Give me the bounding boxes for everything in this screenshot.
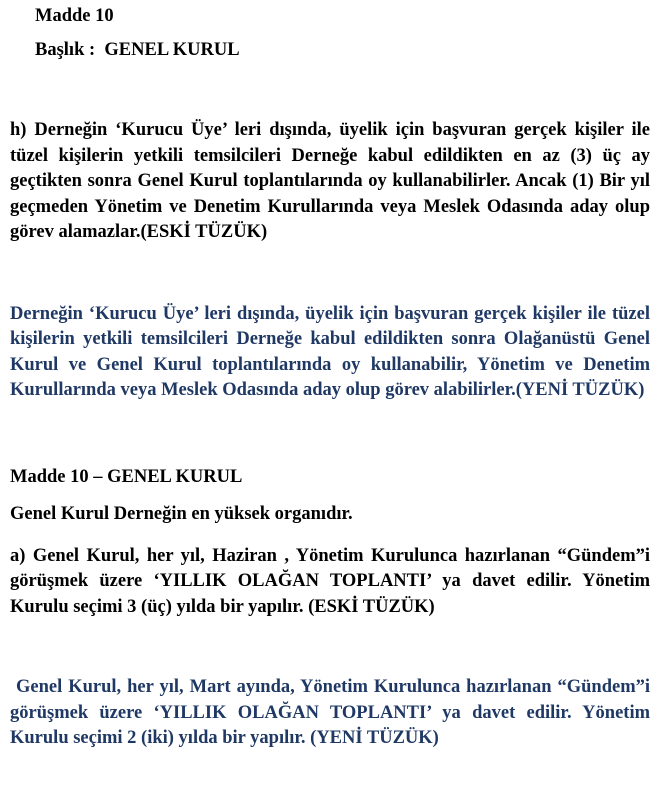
general-assembly-statement: Genel Kurul Derneğin en yüksek organıdır. [10, 504, 353, 524]
article-subheading: Madde 10 – GENEL KURUL [10, 466, 243, 487]
article-number-heading: Madde 10 [35, 6, 114, 26]
new-bylaw-clause-h: Derneğin ‘Kurucu Üye’ leri dışında, üyelik için başvuran gerçek kişiler ile tüzel kişilerin yetkili temsilcileri Derneğe kabul edildikten sonra Olağanüstü Genel Kurul ve Genel Kurul toplantılarında oy kullanabilir, Yönetim ve Denetim Kurullarında veya Meslek Odasında aday olup görev alabilirler.(YENİ TÜZÜK) [10, 303, 655, 400]
article-title-heading: Başlık : GENEL KURUL [35, 39, 240, 60]
new-bylaw-clause-a: Genel Kurul, her yıl, Mart ayında, Yönetim Kurulunca hazırlanan “Gündem”i görüşmek üzere ‘YILLIK OLAĞAN TOPLANTI’ ya davet edilir. Yönetim Kurulu seçimi 2 (iki) yılda bir yapılır. (YENİ TÜZÜK) [10, 677, 655, 748]
old-bylaw-clause-h: h) Derneğin ‘Kurucu Üye’ leri dışında, üyelik için başvuran gerçek kişiler ile tüzel kişilerin yetkili temsilcileri Derneğe kabul edildikten en az (3) üç ay geçtikten sonra Genel Kurul toplantılarında oy kullanabilirler. Ancak (1) Bir yıl geçmeden Yönetim ve Denetim Kurullarında veya Meslek Odasında aday olup görev alamazlar.(ESKİ TÜZÜK) [10, 120, 655, 242]
old-bylaw-clause-a: a) Genel Kurul, her yıl, Haziran , Yönetim Kurulunca hazırlanan “Gündem”i görüşmek üzere ‘YILLIK OLAĞAN TOPLANTI’ ya davet edilir. Yönetim Kurulu seçimi 3 (üç) yılda bir yapılır. (ESKİ TÜZÜK) [10, 545, 655, 617]
